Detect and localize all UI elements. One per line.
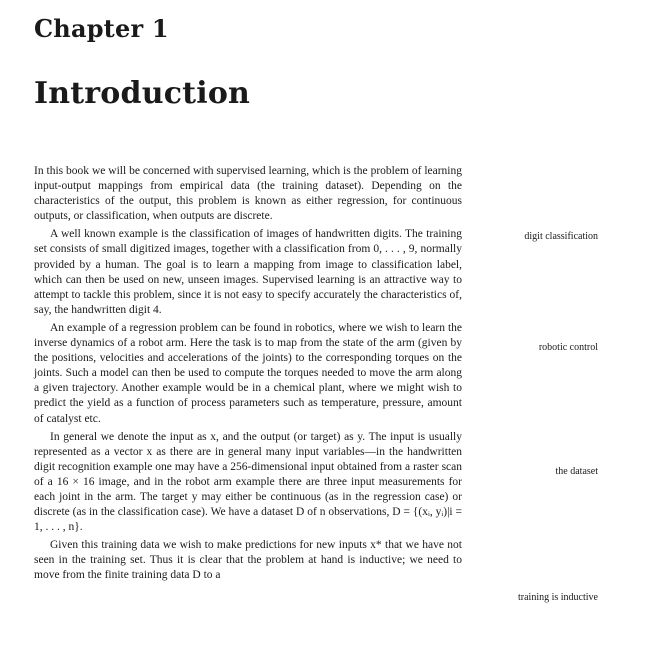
margin-note-the-dataset: the dataset xyxy=(555,466,598,477)
paragraph-inductive: Given this training data we wish to make predictions for new inputs x* that we have not seen in the training set. Thus it is clear that the problem at hand is inductive; we need to move from the finite training data D to a xyxy=(34,539,462,582)
paragraph-robotic-control: An example of a regression problem can be found in robotics, where we wish to learn the inverse dynamics of a robot arm. Here the task is to map from the state of the arm (given by the positions, velocities and accelerations of the joints) to the corresponding torques on the joints. Such a model can then be used to compute the torques needed to move the arm along a given trajectory. Another example would be in a chemical plant, where we might wish to predict the yield as a function of process parameters such as temperature, pressure, amount of catalyst etc. xyxy=(34,321,462,425)
body-text xyxy=(34,164,462,587)
paragraph-dataset: In general we denote the input as x, and the output (or target) as y. The input is usually represented as a vector x as there are in general many input variables—in the handwritten digit recognition example one may have a 256-dimensional input obtained from a raster scan of a 16 × 16 image, and in the robot arm example there are three input measurements for each joint in the arm. The target y may either be continuous (as in the regression case) or discrete (as in the classification case). We have a dataset D of n observations, D = {(xᵢ, yᵢ)|i = 1, . . . , n}. xyxy=(34,430,462,534)
paragraph-digit-classification: A well known example is the classification of images of handwritten digits. The training set consists of small digitized images, together with a classification from 0, . . . , 9, normally provided by a human. The goal is to learn a mapping from image to classification label, which can then be used on new, unseen images. Supervised learning is an attractive way to attempt to tackle this problem, since it is not easy to specify accurately the characteristics of, say, the handwritten digit 4. xyxy=(34,228,462,316)
chapter-label: Chapter 1 xyxy=(34,14,169,43)
chapter-title: Introduction xyxy=(34,76,251,111)
margin-note-training-inductive: training is inductive xyxy=(518,592,598,603)
paragraph-intro: In this book we will be concerned with supervised learning, which is the problem of learning input-output mappings from empirical data (the training dataset). Depending on the characteristics of the output, this problem is known as either regression, for continuous outputs, or classification, when outputs are discrete. xyxy=(34,165,462,223)
margin-note-robotic-control: robotic control xyxy=(538,342,598,353)
margin-note-digit-classification: digit classification xyxy=(524,231,598,242)
